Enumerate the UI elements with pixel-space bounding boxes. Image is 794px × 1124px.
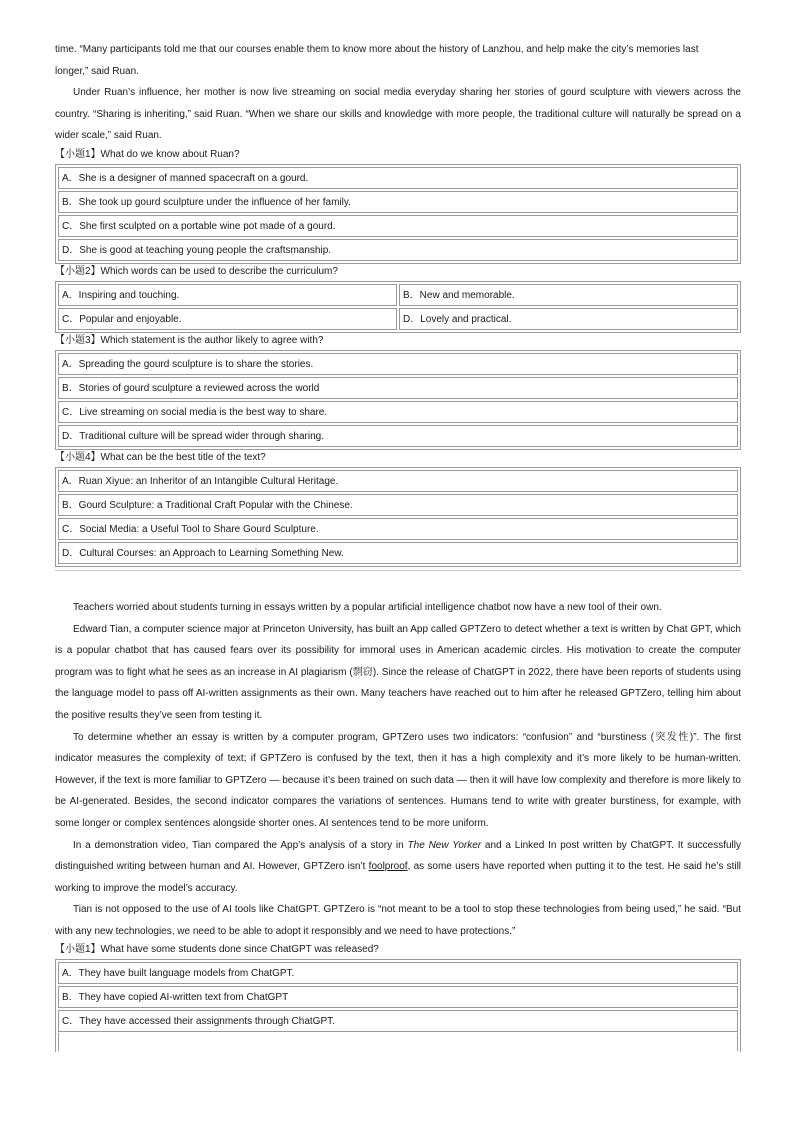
underlined-word: foolproof xyxy=(368,861,408,873)
option-d[interactable]: D．Cultural Courses: an Approach to Learning Something New. xyxy=(58,542,738,564)
option-a[interactable]: A．Inspiring and touching. xyxy=(58,284,397,306)
option-c[interactable]: C．Popular and enjoyable. xyxy=(58,308,397,330)
options-table xyxy=(55,350,741,450)
option-a[interactable]: A．They have built language models from ChatGPT. xyxy=(58,962,738,984)
options-table xyxy=(55,959,741,1052)
option-b[interactable]: B．She took up gourd sculpture under the influence of her family. xyxy=(58,191,738,213)
option-a[interactable]: A．Ruan Xiyue: an Inheritor of an Intangible Cultural Heritage. xyxy=(58,470,738,492)
option-d[interactable]: D．Traditional culture will be spread wider through sharing. xyxy=(58,425,738,447)
passage1-para2: Under Ruan’s influence, her mother is now live streaming on social media everyday sharing her stories of gourd sculpture with viewers across the country. “Sharing is inheriting,” said Ruan. “When we share our skills and knowledge with more people, the traditional culture will naturally be spread on a wider scale,” said Ruan. xyxy=(55,87,741,142)
option-c[interactable]: C．Live streaming on social media is the best way to share. xyxy=(58,401,738,423)
option-b[interactable]: B．Gourd Sculpture: a Traditional Craft Popular with the Chinese. xyxy=(58,494,738,516)
option-b[interactable]: B．Stories of gourd sculpture a reviewed across the world xyxy=(58,377,738,399)
question-label: 【小题4】What can be the best title of the text? xyxy=(55,451,266,463)
passage2-para4: In a demonstration video, Tian compared the App’s analysis of a story in The New Yorker and a Linked In post written by ChatGPT. It successfully distinguished writing between human and AI. However, GPTZero isn’t foolproof, as some users have reported when putting it to the test. He said he’s still working to improve the model’s accuracy. xyxy=(55,839,742,894)
magazine-title: The New Yorker xyxy=(407,839,482,851)
option-d-partial xyxy=(58,1033,738,1051)
option-b[interactable]: B．New and memorable. xyxy=(399,284,738,306)
option-a[interactable]: A．She is a designer of manned spacecraft on a gourd. xyxy=(58,167,738,189)
passage2-para1: Teachers worried about students turning in essays written by a popular artificial intelligence chatbot now have a new tool of their own. xyxy=(73,601,662,613)
option-d[interactable]: D．She is good at teaching young people the craftsmanship. xyxy=(58,239,738,261)
question-label: 【小题2】Which words can be used to describe the curriculum? xyxy=(55,265,338,277)
option-b[interactable]: B．They have copied AI-written text from ChatGPT xyxy=(58,986,738,1008)
question-label: 【小题1】What do we know about Ruan? xyxy=(55,148,240,160)
option-c[interactable]: C．Social Media: a Useful Tool to Share Gourd Sculpture. xyxy=(58,518,738,540)
passage2-para3: To determine whether an essay is written by a computer program, GPTZero uses two indicators: “confusion” and “burstiness (突发性)”. The first indicator measures the complexity of text; if GPTZero is confused by the text, then it has a high complexity and it’s more likely to be human-written. However, if the text is more familiar to GPTZero — because it’s been trained on such data — then it will have low complexity and therefore is more likely to be AI-generated. Besides, the second indicator compares the variations of sentences. Humans tend to write with greater burstiness, for example, with some longer or complex sentences alongside shorter ones. AI sentences tend to be more uniform. xyxy=(55,731,741,829)
question-label: 【小题1】What have some students done since ChatGPT was released? xyxy=(55,944,379,956)
options-table xyxy=(55,467,741,567)
option-d[interactable]: D．Lovely and practical. xyxy=(399,308,738,330)
passage2-para5: Tian is not opposed to the use of AI tools like ChatGPT. GPTZero is “not meant to be a tool to stop these technologies from being used,” he said. “But with any new technologies, we need to be able to adopt it responsibly and we need to have protections.” xyxy=(55,904,741,937)
question-label: 【小题3】Which statement is the author likely to agree with? xyxy=(55,334,324,346)
options-table xyxy=(55,164,741,264)
option-a[interactable]: A．Spreading the gourd sculpture is to share the stories. xyxy=(58,353,738,375)
options-table xyxy=(55,281,741,333)
passage1-para1: time. “Many participants told me that our courses enable them to know more about the history of Lanzhou, and help make the city’s memories last longer,” said Ruan. xyxy=(55,44,699,77)
option-c[interactable]: C．They have accessed their assignments through ChatGPT. xyxy=(58,1010,738,1032)
option-c[interactable]: C．She first sculpted on a portable wine pot made of a gourd. xyxy=(58,215,738,237)
document-page xyxy=(55,39,741,1052)
passage2-para2: Edward Tian, a computer science major at Princeton University, has built an App called GPTZero to detect whether a text is written by Chat GPT, which is a popular chatbot that has caused fears over its possibility for immoral uses in American academic circles. His motivation to create the computer program was to fight what he sees as an increase in AI plagiarism (剽窃). Since the release of ChatGPT in 2022, there have been reports of students using the language model to pass off AI-written assignments as their own. Many teachers have reached out to him after he released GPTZero, telling him about the positive results they’ve seen from testing it. xyxy=(55,623,741,721)
